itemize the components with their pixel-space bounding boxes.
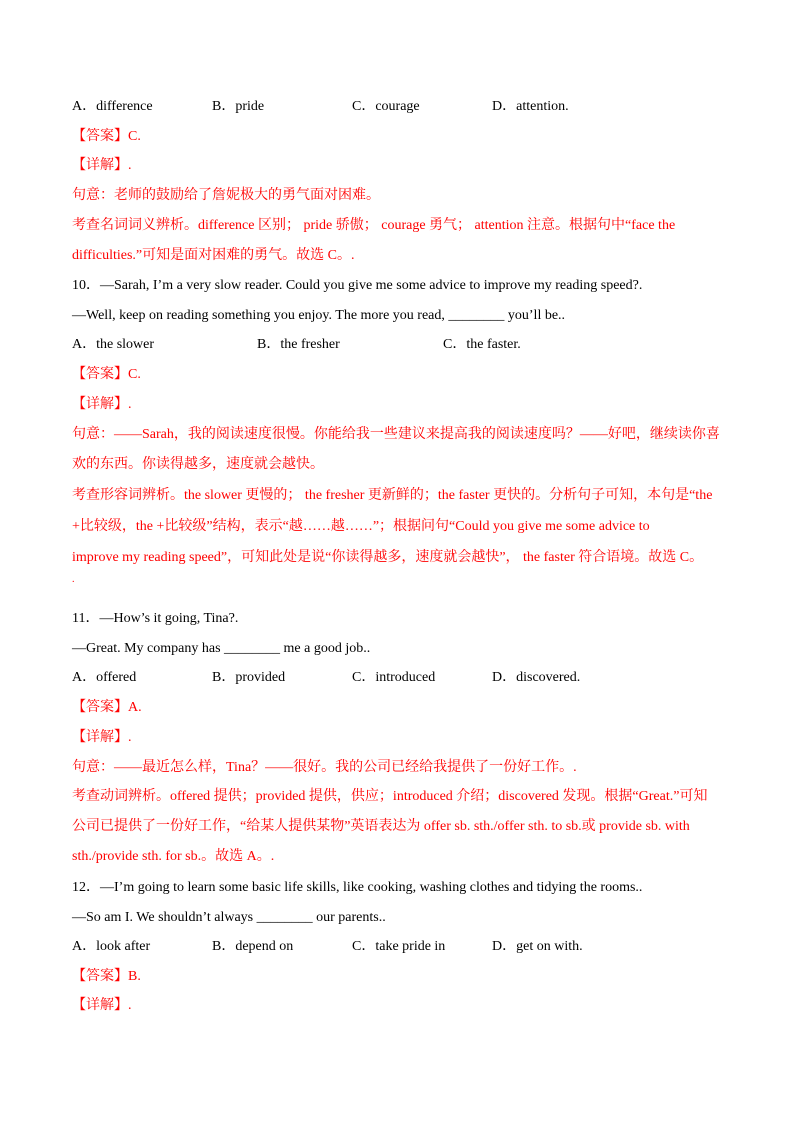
q12-option-d: D．get on with. [492, 939, 583, 954]
q12-answer: 【答案】B. [72, 969, 141, 984]
q10-analysis-line1: 考查形容词辨析。the slower 更慢的； the fresher 更新鲜的；the faster 更快的。分析句子可知，本句是“the [72, 488, 713, 503]
q9-option-a: A．difference [72, 99, 153, 114]
q9-option-b: B．pride [212, 99, 265, 114]
q12-option-a: A．look after [72, 939, 151, 954]
q9-option-c: C．courage [352, 99, 420, 114]
q11-stem: 11．—How’s it going, Tina?. [72, 611, 239, 626]
q10-analysis-line3: improve my reading speed”，可知此处是说“你读得越多，速度就会越快”， the faster 符合语境。故选 C。 [72, 550, 704, 565]
q12-stem: 12．—I’m going to learn some basic life skills, like cooking, washing clothes and tidying the rooms.. [72, 880, 643, 895]
q11-option-d: D．discovered. [492, 670, 581, 685]
q11-analysis-line3: sth./provide sth. for sb.。故选 A。. [72, 849, 275, 864]
q10-meaning-line1: 句意：——Sarah，我的阅读速度很慢。你能给我一些建议来提高我的阅读速度吗？——好吧，继续读你喜 [72, 427, 720, 442]
q9-analysis-line2: difficulties.”可知是面对困难的勇气。故选 C。. [72, 248, 355, 263]
q11-detail-label: 【详解】. [72, 730, 132, 745]
q11-option-c: C．introduced [352, 670, 436, 685]
q10-option-a: A．the slower [72, 337, 155, 352]
q11-option-b: B．provided [212, 670, 286, 685]
q11-option-a: A．offered [72, 670, 137, 685]
q10-option-b: B．the fresher [257, 337, 340, 352]
q10-analysis-line2: +比较级，the +比较级”结构，表示“越……越……”；根据问句“Could you give me some advice to [72, 519, 650, 534]
q11-analysis-line1: 考查动词辨析。offered 提供；provided 提供，供应；introduced 介绍；discovered 发现。根据“Great.”可知 [72, 789, 708, 804]
q11-answer: 【答案】A. [72, 700, 142, 715]
q10-option-c: C．the faster. [443, 337, 521, 352]
q10-detail-label: 【详解】. [72, 397, 132, 412]
q11-reply: —Great. My company has ________ me a good job.. [72, 641, 371, 656]
q12-option-b: B．depend on [212, 939, 294, 954]
q11-analysis-line2: 公司已提供了一份好工作，“给某人提供某物”英语表达为 offer sb. sth./offer sth. to sb.或 provide sb. with [72, 819, 690, 834]
q10-end-mark: . [72, 574, 75, 585]
q9-answer: 【答案】C. [72, 129, 141, 144]
q10-meaning-line2: 欢的东西。你读得越多，速度就会越快。 [72, 457, 324, 472]
q9-meaning: 句意：老师的鼓励给了詹妮极大的勇气面对困难。 [72, 188, 380, 203]
q10-reply: —Well, keep on reading something you enjoy. The more you read, ________ you’ll be.. [72, 308, 566, 323]
q9-analysis-line1: 考查名词词义辨析。difference 区别； pride 骄傲； courage 勇气； attention 注意。根据句中“face the [72, 218, 676, 233]
q10-answer: 【答案】C. [72, 367, 141, 382]
q10-stem: 10．—Sarah, I’m a very slow reader. Could you give me some advice to improve my reading speed?. [72, 278, 643, 293]
q9-detail-label: 【详解】. [72, 158, 132, 173]
q11-meaning: 句意：——最近怎么样，Tina？——很好。我的公司已经给我提供了一份好工作。. [72, 760, 577, 775]
q12-detail-label: 【详解】. [72, 998, 132, 1013]
q9-option-d: D．attention. [492, 99, 569, 114]
q12-option-c: C．take pride in [352, 939, 446, 954]
q12-reply: —So am I. We shouldn’t always ________ our parents.. [72, 910, 386, 925]
